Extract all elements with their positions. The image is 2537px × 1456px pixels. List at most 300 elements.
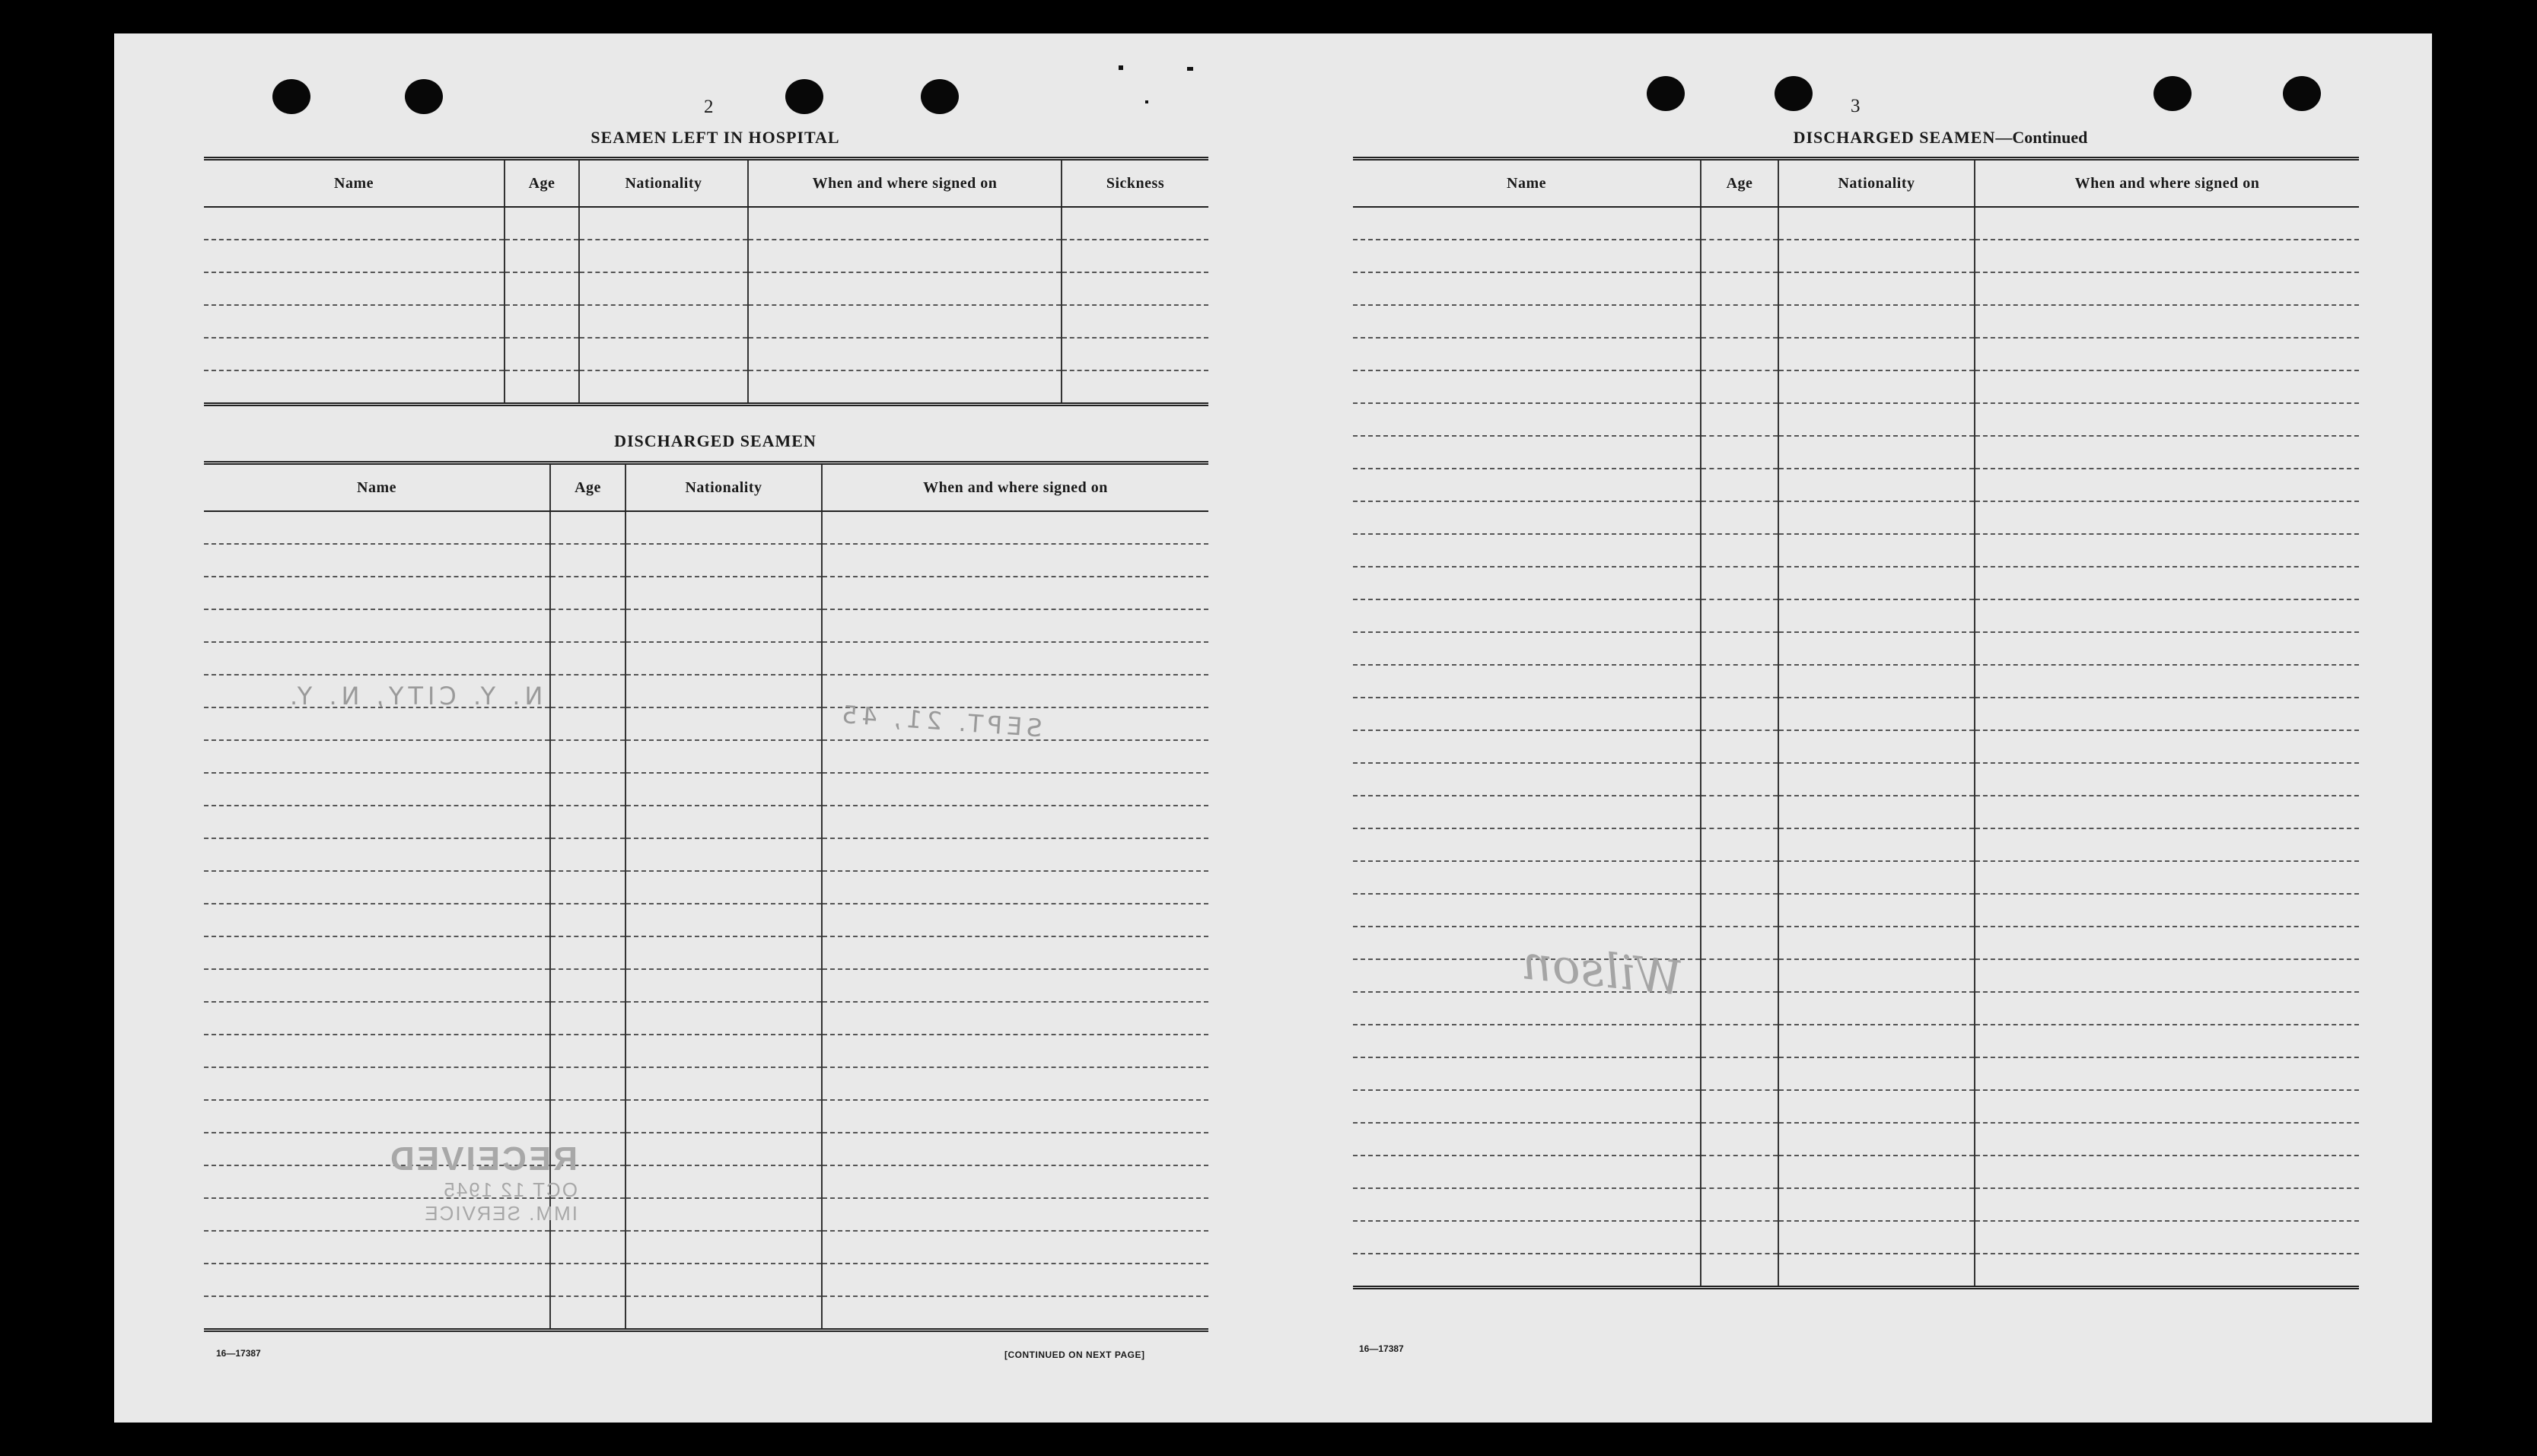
blank-cell	[1701, 730, 1778, 763]
column-header-name: Name	[204, 159, 505, 208]
blank-cell	[1062, 240, 1208, 272]
blank-cell	[1778, 927, 1975, 959]
blank-cell	[1353, 861, 1701, 894]
blank-cell	[625, 806, 822, 838]
table-row	[204, 544, 1208, 577]
column-header-signed-on: When and where signed on	[748, 159, 1062, 208]
blank-cell	[1701, 501, 1778, 534]
blank-cell	[822, 642, 1208, 675]
column-header-nationality: Nationality	[1778, 159, 1975, 208]
bleed-through-place: N. Y. CITY, N. Y.	[285, 682, 543, 711]
blank-cell	[1062, 305, 1208, 338]
blank-cell	[1778, 665, 1975, 698]
punch-hole	[785, 79, 823, 114]
table-row	[1353, 240, 2359, 272]
blank-cell	[822, 838, 1208, 871]
blank-cell	[1975, 599, 2359, 632]
blank-cell	[1778, 698, 1975, 730]
hospital-section-title: SEAMEN LEFT IN HOSPITAL	[590, 128, 840, 147]
blank-cell	[204, 1264, 550, 1296]
blank-cell	[1353, 534, 1701, 567]
stamp-line: IMM. SERVICE	[423, 1202, 578, 1225]
table-row	[204, 577, 1208, 609]
table-row	[204, 1133, 1208, 1165]
blank-cell	[625, 773, 822, 806]
table-row	[1353, 763, 2359, 796]
blank-cell	[1353, 1221, 1701, 1254]
blank-cell	[550, 511, 625, 544]
blank-cell	[1778, 599, 1975, 632]
blank-cell	[1975, 1188, 2359, 1221]
table-row	[204, 871, 1208, 904]
blank-cell	[1975, 763, 2359, 796]
blank-cell	[822, 1165, 1208, 1198]
blank-cell	[204, 272, 505, 305]
blank-cell	[625, 609, 822, 642]
blank-cell	[1353, 403, 1701, 436]
table-row	[1353, 403, 2359, 436]
blank-cell	[204, 240, 505, 272]
blank-cell	[1701, 665, 1778, 698]
table-row	[204, 969, 1208, 1002]
blank-cell	[625, 838, 822, 871]
blank-cell	[625, 577, 822, 609]
table-row	[1353, 1123, 2359, 1156]
blank-cell	[1975, 1221, 2359, 1254]
blank-cell	[1778, 567, 1975, 599]
table-row	[1353, 469, 2359, 501]
blank-cell	[822, 1067, 1208, 1100]
blank-cell	[204, 1100, 550, 1133]
blank-cell	[1975, 665, 2359, 698]
blank-cell	[1778, 370, 1975, 403]
table-row	[1353, 861, 2359, 894]
blank-cell	[579, 370, 748, 405]
continued-suffix: —Continued	[1995, 128, 2088, 147]
blank-cell	[1975, 1254, 2359, 1288]
blank-cell	[550, 838, 625, 871]
blank-cell	[1975, 730, 2359, 763]
blank-cell	[1975, 305, 2359, 338]
blank-cell	[1778, 305, 1975, 338]
blank-cell	[1701, 1123, 1778, 1156]
blank-cell	[1975, 796, 2359, 828]
blank-cell	[1701, 1025, 1778, 1057]
blank-cell	[505, 240, 579, 272]
blank-cell	[550, 609, 625, 642]
blank-cell	[1701, 763, 1778, 796]
blank-cell	[1353, 567, 1701, 599]
punch-hole	[1647, 76, 1685, 111]
table-row	[1353, 272, 2359, 305]
table-row	[1353, 992, 2359, 1025]
blank-cell	[1778, 1025, 1975, 1057]
blank-cell	[822, 577, 1208, 609]
table-row	[1353, 338, 2359, 370]
blank-cell	[1975, 927, 2359, 959]
blank-cell	[625, 969, 822, 1002]
blank-cell	[1701, 338, 1778, 370]
table-row	[204, 838, 1208, 871]
blank-cell	[748, 240, 1062, 272]
blank-cell	[625, 740, 822, 773]
table-row	[204, 1035, 1208, 1067]
blank-cell	[1701, 305, 1778, 338]
blank-cell	[822, 1231, 1208, 1264]
blank-cell	[505, 305, 579, 338]
blank-cell	[1778, 992, 1975, 1025]
blank-cell	[748, 207, 1062, 240]
blank-cell	[204, 305, 505, 338]
blank-cell	[505, 207, 579, 240]
page-number: 2	[704, 97, 714, 117]
blank-cell	[1778, 1221, 1975, 1254]
table-row	[1353, 1090, 2359, 1123]
blank-cell	[550, 936, 625, 969]
table-row	[204, 904, 1208, 936]
blank-cell	[1353, 730, 1701, 763]
blank-cell	[1975, 534, 2359, 567]
blank-cell	[1701, 1090, 1778, 1123]
blank-cell	[1353, 665, 1701, 698]
column-header-signed-on: When and where signed on	[1975, 159, 2359, 208]
blank-cell	[204, 338, 505, 370]
blank-cell	[1975, 861, 2359, 894]
blank-cell	[625, 707, 822, 740]
blank-cell	[1975, 272, 2359, 305]
table-row	[1353, 1057, 2359, 1090]
blank-cell	[1701, 240, 1778, 272]
blank-cell	[1353, 370, 1701, 403]
blank-cell	[1778, 861, 1975, 894]
blank-cell	[1778, 338, 1975, 370]
blank-cell	[822, 1002, 1208, 1035]
column-header-age: Age	[505, 159, 579, 208]
table-row	[204, 207, 1208, 240]
table-row	[204, 338, 1208, 370]
blank-cell	[204, 740, 550, 773]
blank-cell	[822, 609, 1208, 642]
table-row	[204, 806, 1208, 838]
table-row	[1353, 436, 2359, 469]
blank-cell	[1701, 567, 1778, 599]
blank-cell	[1975, 567, 2359, 599]
blank-cell	[1701, 403, 1778, 436]
blank-cell	[1353, 1188, 1701, 1221]
blank-cell	[625, 1002, 822, 1035]
blank-cell	[1353, 469, 1701, 501]
punch-hole	[405, 79, 443, 114]
blank-cell	[1975, 207, 2359, 240]
blank-cell	[1701, 1188, 1778, 1221]
blank-cell	[822, 936, 1208, 969]
blank-cell	[1353, 1123, 1701, 1156]
blank-cell	[1778, 1057, 1975, 1090]
blank-cell	[204, 577, 550, 609]
blank-cell	[1778, 1188, 1975, 1221]
blank-cell	[625, 1198, 822, 1231]
blank-cell	[1975, 436, 2359, 469]
table-row	[1353, 927, 2359, 959]
column-header-name: Name	[1353, 159, 1701, 208]
blank-cell	[1778, 730, 1975, 763]
blank-cell	[505, 272, 579, 305]
blank-cell	[1701, 992, 1778, 1025]
blank-cell	[1975, 828, 2359, 861]
table-row	[1353, 665, 2359, 698]
blank-cell	[748, 305, 1062, 338]
blank-cell	[204, 544, 550, 577]
blank-cell	[550, 1067, 625, 1100]
blank-cell	[550, 740, 625, 773]
table-row	[1353, 1254, 2359, 1288]
column-header-sickness: Sickness	[1062, 159, 1208, 208]
table-row	[1353, 632, 2359, 665]
table-row	[1353, 370, 2359, 403]
blank-cell	[579, 240, 748, 272]
blank-cell	[625, 1165, 822, 1198]
blank-cell	[1353, 828, 1701, 861]
form-number: 16—17387	[216, 1348, 261, 1359]
blank-cell	[1353, 1254, 1701, 1288]
blank-cell	[1701, 1156, 1778, 1188]
blank-cell	[1701, 796, 1778, 828]
blank-cell	[204, 609, 550, 642]
blank-cell	[1353, 796, 1701, 828]
blank-cell	[204, 773, 550, 806]
blank-cell	[822, 740, 1208, 773]
blank-cell	[1975, 632, 2359, 665]
blank-cell	[822, 806, 1208, 838]
signature-bleed-through: Wilson	[1519, 934, 1685, 1006]
stamp-line: OCT 12 1945	[442, 1178, 578, 1201]
blank-cell	[1353, 599, 1701, 632]
blank-cell	[204, 642, 550, 675]
table-row	[1353, 567, 2359, 599]
discharged-continued-title	[1491, 128, 2389, 148]
blank-cell	[822, 511, 1208, 544]
table-row	[204, 370, 1208, 405]
blank-cell	[1975, 1156, 2359, 1188]
blank-cell	[1353, 338, 1701, 370]
blank-cell	[1701, 828, 1778, 861]
blank-cell	[1778, 1254, 1975, 1288]
blank-cell	[822, 1035, 1208, 1067]
blank-cell	[1353, 1156, 1701, 1188]
blank-cell	[1778, 469, 1975, 501]
blank-cell	[1975, 698, 2359, 730]
blank-cell	[822, 773, 1208, 806]
blank-cell	[1975, 240, 2359, 272]
speck	[1119, 65, 1123, 70]
blank-cell	[579, 305, 748, 338]
blank-cell	[204, 1296, 550, 1330]
blank-cell	[1701, 632, 1778, 665]
blank-cell	[550, 1002, 625, 1035]
blank-cell	[625, 642, 822, 675]
column-header-age: Age	[550, 463, 625, 512]
table-row	[204, 1264, 1208, 1296]
blank-cell	[1701, 1057, 1778, 1090]
blank-cell	[579, 272, 748, 305]
discharged-table	[204, 461, 1208, 1332]
table-row	[1353, 207, 2359, 240]
blank-cell	[1975, 469, 2359, 501]
blank-cell	[204, 511, 550, 544]
blank-cell	[822, 1100, 1208, 1133]
blank-cell	[204, 207, 505, 240]
blank-cell	[1975, 1123, 2359, 1156]
blank-cell	[550, 544, 625, 577]
speck	[1145, 100, 1148, 103]
blank-cell	[1778, 796, 1975, 828]
blank-cell	[1353, 1090, 1701, 1123]
blank-cell	[204, 871, 550, 904]
table-row	[204, 305, 1208, 338]
blank-cell	[822, 544, 1208, 577]
blank-cell	[1778, 272, 1975, 305]
blank-cell	[822, 904, 1208, 936]
table-row	[1353, 599, 2359, 632]
blank-cell	[1975, 992, 2359, 1025]
blank-cell	[1062, 207, 1208, 240]
blank-cell	[1778, 894, 1975, 927]
blank-cell	[1353, 305, 1701, 338]
blank-cell	[1975, 1025, 2359, 1057]
blank-cell	[1701, 207, 1778, 240]
table-row	[1353, 796, 2359, 828]
blank-cell	[1353, 207, 1701, 240]
continued-note: [CONTINUED ON NEXT PAGE]	[1004, 1350, 1145, 1360]
blank-cell	[1353, 763, 1701, 796]
blank-cell	[822, 1133, 1208, 1165]
blank-cell	[204, 370, 505, 405]
blank-cell	[204, 838, 550, 871]
blank-cell	[1701, 436, 1778, 469]
blank-cell	[1353, 894, 1701, 927]
blank-cell	[550, 1231, 625, 1264]
blank-cell	[1975, 403, 2359, 436]
table-row	[1353, 894, 2359, 927]
document-sheet	[114, 33, 2432, 1423]
blank-cell	[1778, 1156, 1975, 1188]
blank-cell	[550, 1100, 625, 1133]
table-row	[204, 1002, 1208, 1035]
blank-cell	[822, 1296, 1208, 1330]
received-stamp	[388, 1140, 578, 1226]
punch-hole	[1775, 76, 1813, 111]
blank-cell	[1353, 501, 1701, 534]
bleed-through-date: SEPT. 21, 45	[836, 699, 1043, 743]
column-header-age: Age	[1701, 159, 1778, 208]
table-row	[204, 609, 1208, 642]
table-row	[204, 936, 1208, 969]
column-header-nationality: Nationality	[625, 463, 822, 512]
table-row	[204, 272, 1208, 305]
blank-cell	[625, 936, 822, 969]
table-row	[204, 1100, 1208, 1133]
blank-cell	[1778, 959, 1975, 992]
blank-cell	[550, 1264, 625, 1296]
blank-cell	[1975, 1090, 2359, 1123]
blank-cell	[1353, 240, 1701, 272]
blank-cell	[1778, 1123, 1975, 1156]
column-header-signed-on: When and where signed on	[822, 463, 1208, 512]
punch-hole	[921, 79, 959, 114]
blank-cell	[1062, 370, 1208, 405]
blank-cell	[1701, 894, 1778, 927]
blank-cell	[822, 1198, 1208, 1231]
blank-cell	[822, 871, 1208, 904]
blank-cell	[204, 1035, 550, 1067]
blank-cell	[1701, 370, 1778, 403]
blank-cell	[579, 338, 748, 370]
blank-cell	[204, 1002, 550, 1035]
table-row	[1353, 730, 2359, 763]
blank-cell	[1701, 469, 1778, 501]
blank-cell	[1701, 272, 1778, 305]
blank-cell	[204, 936, 550, 969]
blank-cell	[550, 773, 625, 806]
blank-cell	[1778, 207, 1975, 240]
table-row	[204, 740, 1208, 773]
blank-cell	[550, 871, 625, 904]
blank-cell	[1353, 436, 1701, 469]
table-row	[204, 1198, 1208, 1231]
blank-cell	[1975, 894, 2359, 927]
table-row	[1353, 1188, 2359, 1221]
blank-cell	[1353, 632, 1701, 665]
blank-cell	[1701, 1254, 1778, 1288]
table-row	[1353, 828, 2359, 861]
table-row	[204, 1296, 1208, 1330]
table-row	[204, 642, 1208, 675]
blank-cell	[1353, 698, 1701, 730]
blank-cell	[1701, 599, 1778, 632]
blank-cell	[625, 1231, 822, 1264]
blank-cell	[625, 1067, 822, 1100]
blank-cell	[204, 969, 550, 1002]
blank-cell	[550, 904, 625, 936]
blank-cell	[1701, 698, 1778, 730]
blank-cell	[550, 806, 625, 838]
blank-cell	[1975, 370, 2359, 403]
blank-cell	[822, 1264, 1208, 1296]
blank-cell	[204, 1067, 550, 1100]
blank-cell	[625, 871, 822, 904]
punch-hole	[2283, 76, 2321, 111]
blank-cell	[505, 338, 579, 370]
blank-cell	[748, 370, 1062, 405]
blank-cell	[1062, 338, 1208, 370]
blank-cell	[204, 1231, 550, 1264]
table-row	[204, 240, 1208, 272]
blank-cell	[1353, 1025, 1701, 1057]
blank-cell	[1701, 1221, 1778, 1254]
blank-cell	[1701, 534, 1778, 567]
discharged-continued-table	[1353, 157, 2359, 1289]
discharged-section-title: DISCHARGED SEAMEN	[614, 431, 816, 450]
blank-cell	[748, 272, 1062, 305]
blank-cell	[1353, 272, 1701, 305]
blank-cell	[1701, 861, 1778, 894]
blank-cell	[1975, 1057, 2359, 1090]
blank-cell	[625, 1264, 822, 1296]
hospital-table	[204, 157, 1208, 406]
blank-cell	[625, 904, 822, 936]
speck	[1187, 67, 1193, 71]
blank-cell	[1778, 501, 1975, 534]
